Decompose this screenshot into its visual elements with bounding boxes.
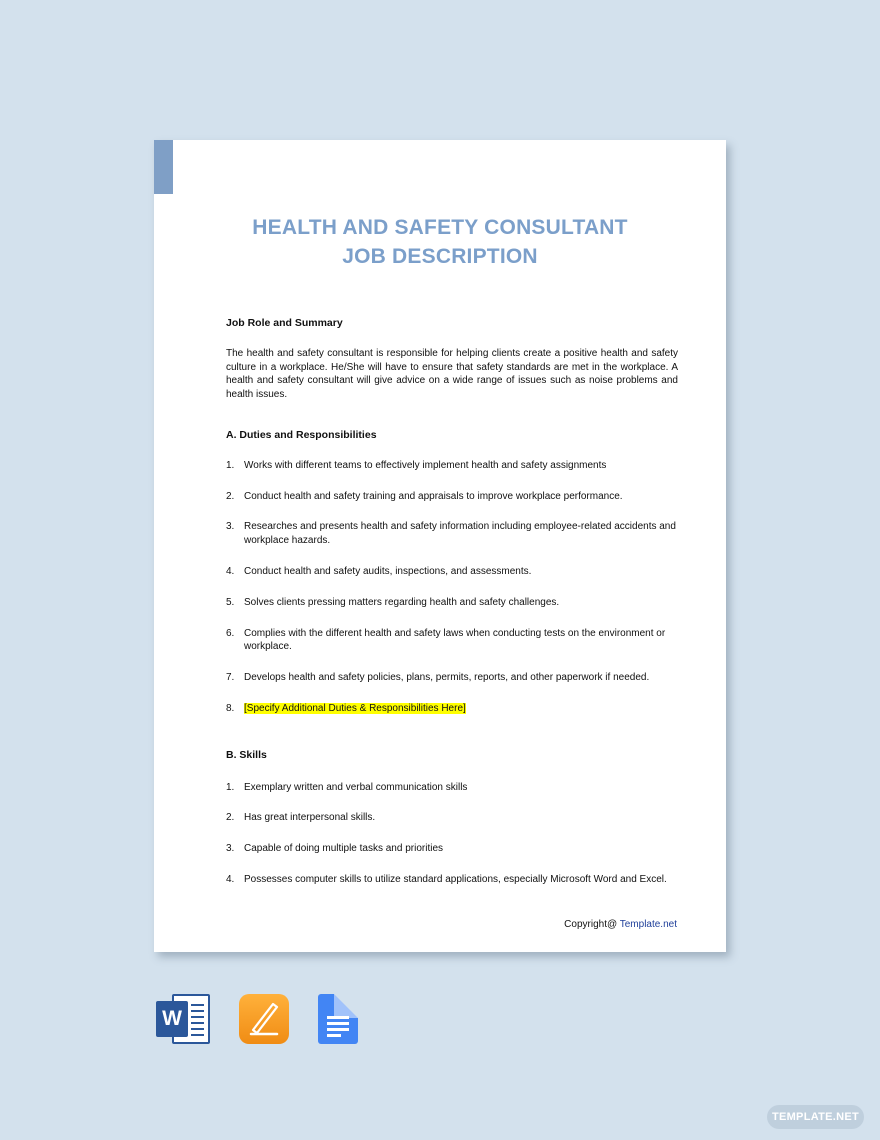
watermark-badge: TEMPLATE.NET (767, 1105, 864, 1129)
pages-icon[interactable] (239, 994, 289, 1044)
title-line-1: HEALTH AND SAFETY CONSULTANT (252, 216, 628, 239)
summary-paragraph: The health and safety consultant is responsible for helping clients create a positive health and safety culture in a workplace. He/She will have to ensure that safety standards are met in the workplace. A health and safety consultant will give advice on a wide range of issues such as noise problems and health issues. (226, 347, 678, 401)
document-body (226, 317, 678, 887)
summary-heading: Job Role and Summary (226, 317, 343, 329)
list-item: 3. Capable of doing multiple tasks and priorities (226, 843, 443, 855)
list-item: 3. Researches and presents health and safety information including employee-related accidents and workplace hazards. (226, 521, 676, 547)
list-item: 4. Conduct health and safety audits, inspections, and assessments. (226, 565, 532, 577)
placeholder-highlight: [Specify Additional Duties & Responsibilities Here] (244, 702, 466, 714)
list-item: 6. Complies with the different health and safety laws when conducting tests on the environment or workplace. (226, 627, 666, 653)
list-item: 4. Possesses computer skills to utilize standard applications, especially Microsoft Word and Excel. (226, 873, 667, 885)
title-line-2: JOB DESCRIPTION (342, 245, 538, 268)
copyright-link[interactable]: Template.net (619, 919, 677, 930)
list-item: 1. Works with different teams to effectively implement health and safety assignments (226, 459, 607, 471)
duties-heading: A. Duties and Responsibilities (226, 428, 377, 441)
list-item: 5. Solves clients pressing matters regarding health and safety challenges. (226, 596, 560, 608)
page-corner-tab (154, 140, 173, 194)
list-item: 7. Develops health and safety policies, plans, permits, reports, and other paperwork if needed. (226, 672, 650, 684)
google-docs-icon[interactable] (318, 994, 358, 1044)
word-letter: W (156, 1001, 188, 1037)
skills-heading: B. Skills (226, 748, 267, 761)
list-item: 2. Conduct health and safety training and appraisals to improve workplace performance. (226, 490, 623, 502)
skills-list (226, 781, 678, 887)
document-page (154, 140, 726, 952)
word-icon[interactable] (156, 994, 210, 1044)
list-item: 1. Exemplary written and verbal communication skills (226, 781, 468, 793)
document-title (154, 213, 726, 271)
list-item: 2. Has great interpersonal skills. (226, 812, 376, 824)
list-item: 8. [Specify Additional Duties & Responsibilities Here] (226, 702, 466, 714)
copyright-line (564, 919, 677, 930)
copyright-label: Copyright@ (564, 919, 618, 930)
duties-list (226, 459, 678, 716)
